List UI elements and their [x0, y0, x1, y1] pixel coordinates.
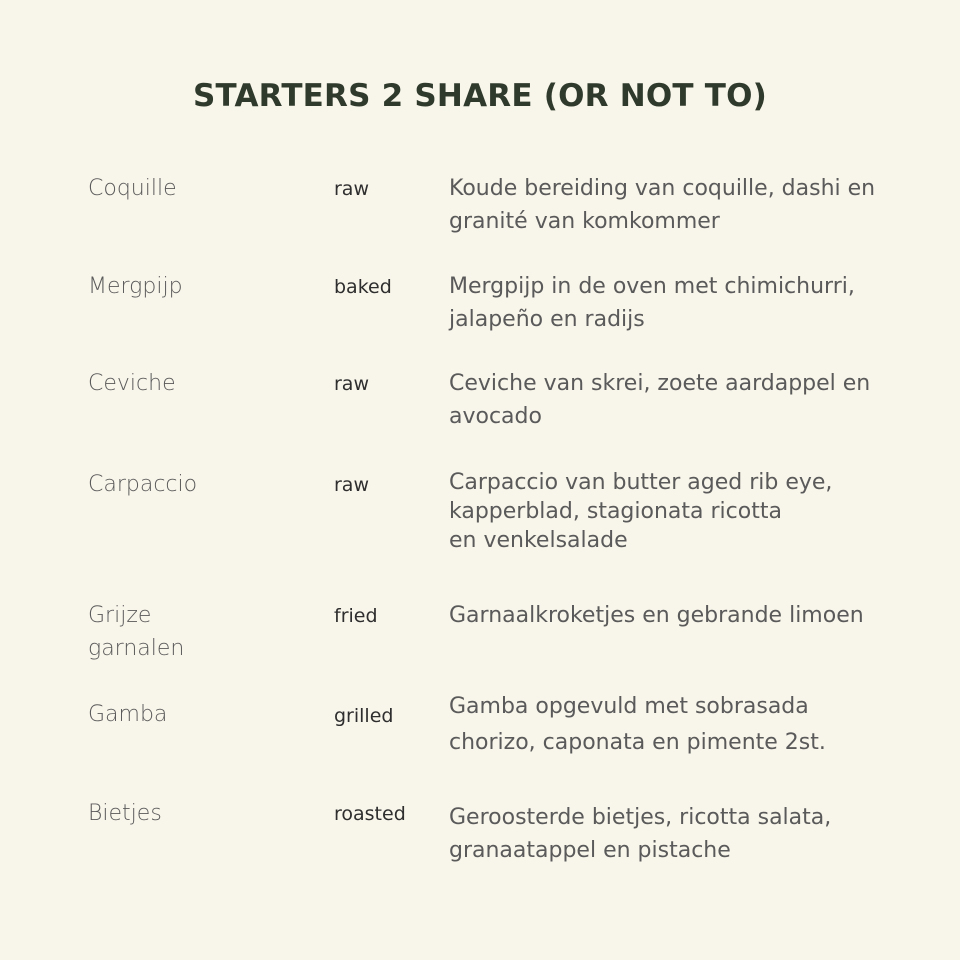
item-description: Garnaalkroketjes en gebrande limoen [449, 603, 864, 628]
item-method: raw [334, 178, 369, 200]
item-name: Coquille [88, 176, 177, 201]
item-method: roasted [334, 803, 406, 825]
item-name: Carpaccio [88, 472, 198, 497]
item-description: Koude bereiding van coquille, dashi en granité van komkommer [449, 176, 876, 234]
item-name: Grijze garnalen [88, 603, 185, 661]
item-description: Carpaccio van butter aged rib eye, kapperblad, stagionata ricotta en venkelsalade [449, 470, 833, 553]
item-description: Ceviche van skrei, zoete aardappel en avocado [449, 371, 871, 429]
item-method: grilled [334, 705, 394, 727]
item-description: Mergpijp in de oven met chimichurri, jalapeño en radijs [449, 274, 855, 332]
item-name: Ceviche [88, 371, 176, 396]
item-method: baked [334, 276, 392, 298]
item-method: fried [334, 605, 378, 627]
item-name: Mergpijp [88, 274, 183, 299]
item-description: Geroosterde bietjes, ricotta salata, granaatappel en pistache [449, 805, 832, 863]
item-description: Gamba opgevuld met sobrasada chorizo, caponata en pimente 2st. [449, 694, 826, 755]
item-name: Gamba [88, 702, 168, 727]
item-name: Bietjes [88, 801, 162, 826]
menu-title: STARTERS 2 SHARE (OR NOT TO) [193, 78, 767, 114]
item-method: raw [334, 373, 369, 395]
item-method: raw [334, 474, 369, 496]
